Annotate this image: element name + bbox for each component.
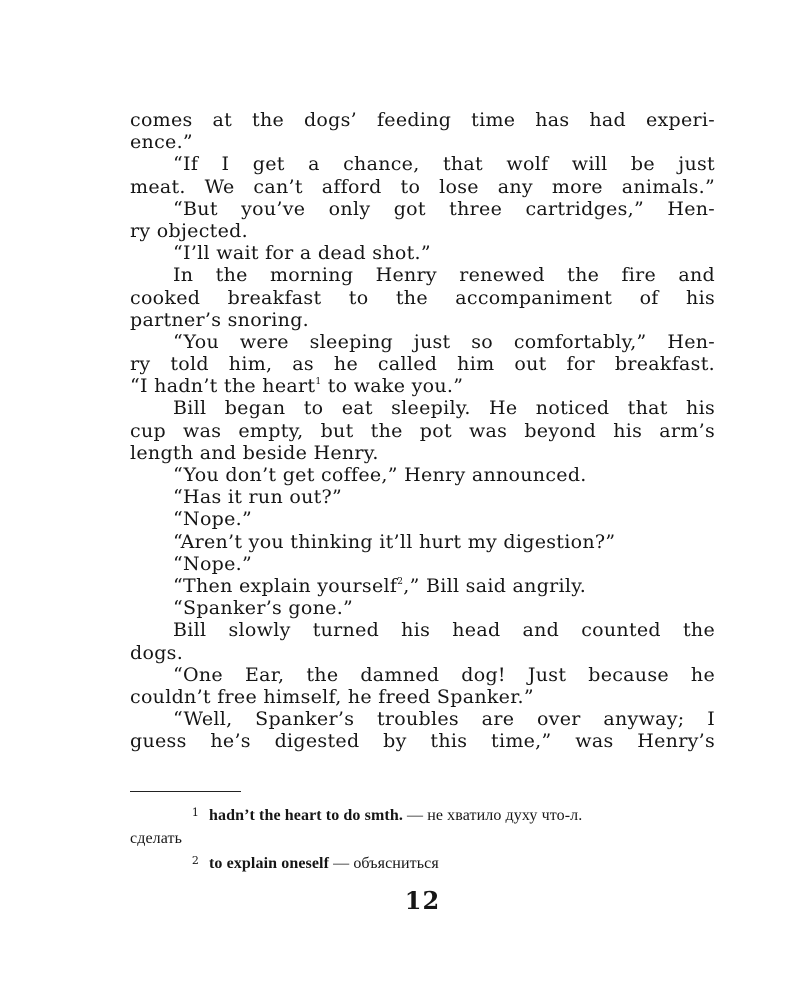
text-line: comes at the dogs’ feeding time has had experi- (130, 109, 715, 131)
text-line: meat. We can’t afford to lose any more animals.” (130, 175, 715, 198)
footnote-translation-continued: сделать (130, 830, 183, 847)
text-line: “I’ll wait for a dead shot.” (173, 242, 431, 265)
footnote-translation: — объясниться (329, 855, 439, 872)
text-line: “One Ear, the damned dog! Just because he (173, 663, 715, 686)
footnote-number: 1 (191, 806, 199, 819)
text-line: ence.” (130, 131, 193, 154)
text-line: Bill began to eat sleepily. He noticed that his (173, 397, 715, 420)
text-line: ry told him, as he called him out for breakfast. (130, 353, 715, 376)
text-line: partner’s snoring. (130, 308, 310, 331)
text-line: dogs. (130, 641, 184, 664)
text-line: “Has it run out?” (173, 486, 343, 509)
text-line: “Aren’t you thinking it’ll hurt my digestion?” (173, 530, 616, 553)
text-line: “Well, Spanker’s troubles are over anyway; I (173, 708, 715, 731)
text-line: “Nope.” (173, 552, 253, 575)
footnote-1 (130, 802, 715, 827)
text-fragment: “Then explain yourself (173, 574, 398, 597)
text-line: “Nope.” (173, 508, 253, 531)
text-line: “You were sleeping just so comfortably,” Hen- (173, 330, 715, 353)
text-line: length and beside Henry. (130, 441, 379, 464)
footnote-ref-1: 1 (315, 377, 322, 388)
footnote-term: to explain oneself (209, 855, 330, 872)
footnotes (130, 802, 715, 875)
text-line: cooked breakfast to the accompaniment of his (130, 286, 715, 309)
footnote-2 (130, 850, 715, 875)
text-line: Bill slowly turned his head and counted the (173, 619, 715, 642)
text-line (130, 575, 715, 597)
text-line (130, 375, 715, 397)
page-number: 12 (404, 886, 441, 915)
text-line: couldn’t free himself, he freed Spanker.” (130, 685, 534, 708)
footnote-ref-2: 2 (397, 576, 404, 587)
text-line: guess he’s digested by this time,” was Henry’s (130, 730, 715, 753)
body-text (130, 109, 715, 752)
text-line: “Spanker’s gone.” (173, 597, 354, 620)
footnote-translation: — не хватило духу что-л. (402, 807, 583, 824)
footnote-1-continuation (130, 827, 715, 850)
footnote-divider (130, 791, 241, 792)
text-line: cup was empty, but the pot was beyond his arm’s (130, 419, 715, 442)
footnote-term: hadn’t the heart to do smth. (209, 807, 403, 824)
text-line: “But you’ve only got three cartridges,” Hen- (173, 197, 715, 220)
text-fragment: to wake you.” (321, 375, 464, 398)
text-line: In the morning Henry renewed the fire and (173, 264, 715, 287)
text-fragment: “I hadn’t the heart (130, 375, 316, 398)
text-line: ry objected. (130, 219, 248, 242)
footnote-number: 2 (191, 854, 199, 867)
text-fragment: ,” Bill said angrily. (403, 574, 587, 597)
text-line: “You don’t get coffee,” Henry announced. (173, 464, 587, 486)
text-line: “If I get a chance, that wolf will be just (173, 153, 715, 176)
